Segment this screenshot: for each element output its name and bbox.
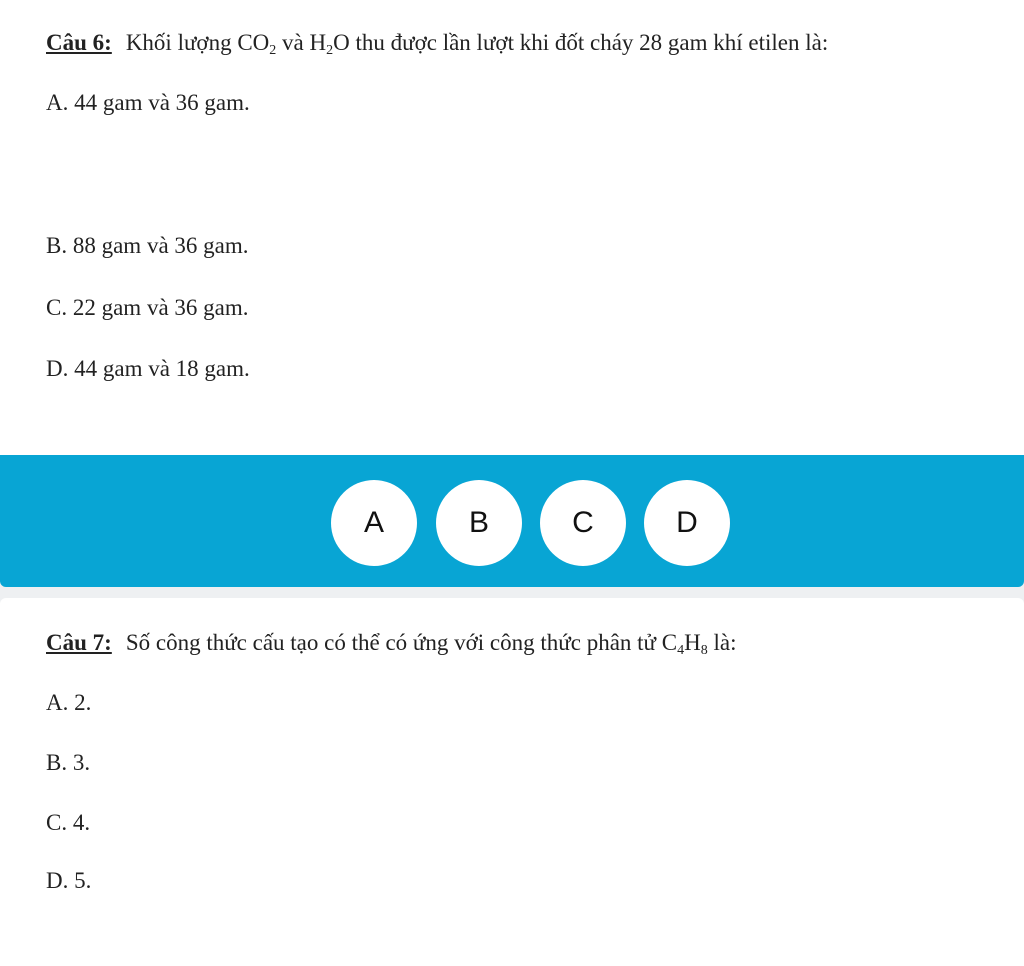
answer-button-a[interactable]: A — [331, 480, 417, 566]
question-7-text-part2: H — [684, 630, 701, 655]
question-6-text-part2: và H — [276, 30, 327, 55]
answer-button-b[interactable]: B — [436, 480, 522, 566]
answer-bar — [0, 455, 1024, 587]
question-7-option-c: C. 4. — [46, 810, 91, 835]
question-6-option-b: B. 88 gam và 36 gam. — [46, 233, 249, 258]
question-6-sub1: 2 — [269, 43, 277, 58]
question-7-option-a: A. 2. — [46, 690, 92, 715]
question-7-option-b: B. 3. — [46, 750, 91, 775]
question-7-option-d: D. 5. — [46, 868, 92, 893]
question-6-text — [46, 30, 829, 58]
question-7-sub1: 4 — [677, 643, 685, 658]
question-7-text-part3: là: — [707, 630, 737, 655]
question-6-option-c: C. 22 gam và 36 gam. — [46, 295, 249, 320]
question-7-sub2: 8 — [700, 643, 708, 658]
question-6-card — [0, 0, 1024, 455]
question-6-option-a: A. 44 gam và 36 gam. — [46, 90, 250, 115]
question-6-text-part3: O thu được lần lượt khi đốt cháy 28 gam khí etilen là: — [333, 30, 829, 55]
question-7-card — [0, 598, 1024, 966]
question-7-text — [46, 630, 737, 658]
question-7-label: Câu 7: — [46, 630, 112, 655]
question-6-label: Câu 6: — [46, 30, 112, 55]
answer-button-d[interactable]: D — [644, 480, 730, 566]
answer-button-c[interactable]: C — [540, 480, 626, 566]
question-6-sub2: 2 — [326, 43, 334, 58]
question-6-option-d: D. 44 gam và 18 gam. — [46, 356, 250, 381]
question-6-text-part1: Khối lượng CO — [125, 30, 270, 55]
question-7-text-part1: Số công thức cấu tạo có thể có ứng với công thức phân tử C — [125, 630, 678, 655]
